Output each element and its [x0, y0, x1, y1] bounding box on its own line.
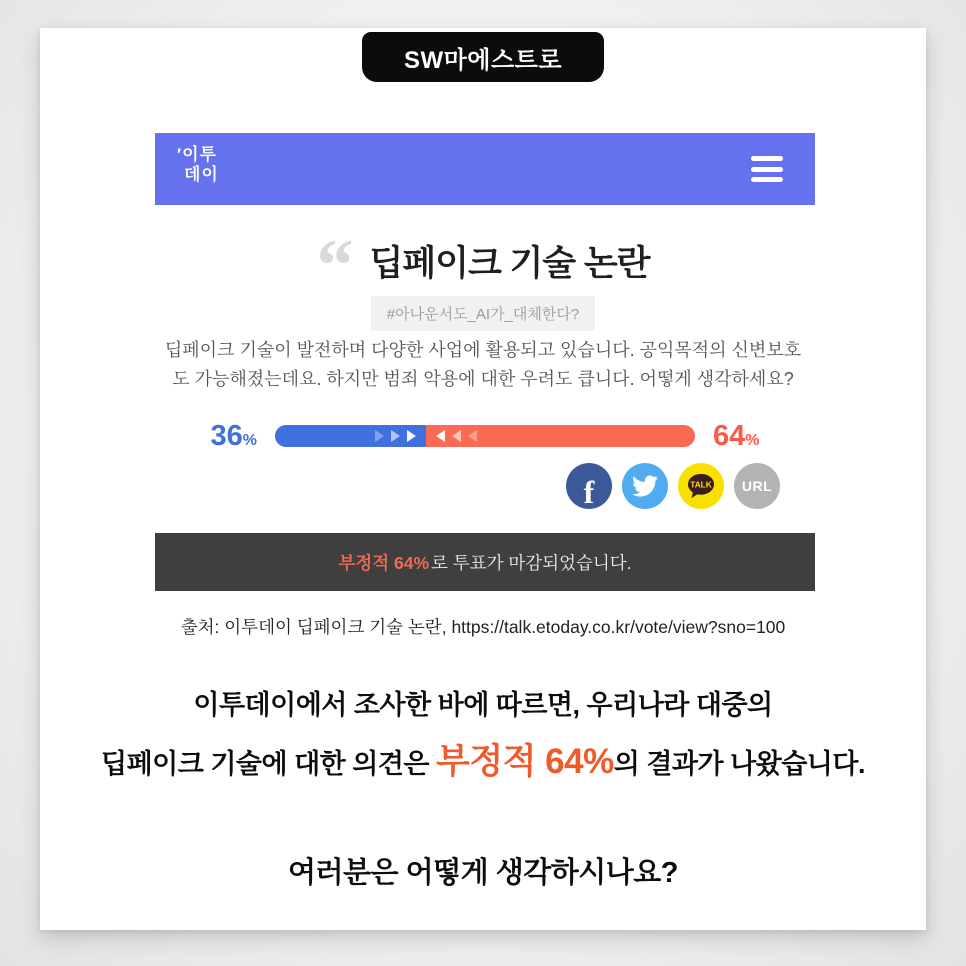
source-citation: 출처: 이투데이 딥페이크 기술 논란, https://talk.etoday.co.kr/vote/view?sno=100: [180, 617, 786, 637]
poll-title-row: [40, 225, 926, 307]
summary-line2: [40, 734, 926, 784]
etoday-logo-line2: 데이: [184, 165, 219, 184]
summary-line2-suffix: 의 결과가 나왔습니다.: [613, 749, 865, 779]
hamburger-bar: [751, 177, 783, 182]
share-buttons-row: [566, 463, 780, 509]
banner-rest: 로 투표가 마감되었습니다.: [431, 552, 632, 573]
vote-result-bar: [275, 425, 695, 447]
facebook-share-button[interactable]: [566, 463, 612, 509]
sw-maestro-badge-label: SW마에스트로: [403, 46, 563, 74]
twitter-share-button[interactable]: [622, 463, 668, 509]
poll-description-line2: 도 가능해졌는데요. 하지만 범죄 악용에 대한 우려도 큽니다. 어떻게 생각하세요?: [172, 369, 794, 389]
etoday-logo[interactable]: [177, 145, 219, 185]
twitter-bird-icon: [632, 473, 658, 499]
agree-percent-label: [211, 420, 258, 453]
hashtag-row: [40, 296, 926, 331]
vote-closed-banner: [155, 533, 815, 591]
sw-maestro-badge: [362, 32, 604, 82]
closing-question: 여러분은 어떻게 생각하시나요?: [287, 857, 678, 889]
hamburger-bar: [751, 167, 783, 172]
agree-percent-value: 36: [210, 419, 243, 452]
infographic-card: [40, 28, 926, 930]
summary-line1: 이투데이에서 조사한 바에 따르면, 우리나라 대중의: [193, 690, 773, 720]
poll-description: [40, 336, 926, 394]
disagree-percent-label: [713, 420, 760, 453]
quote-icon: “: [316, 225, 354, 307]
summary-line2-prefix: 딥페이크 기술에 대한 의견은: [101, 749, 437, 779]
poll-title: 딥페이크 기술 논란: [369, 244, 650, 283]
hamburger-menu-icon[interactable]: [751, 152, 783, 186]
site-header: [155, 133, 815, 205]
hamburger-bar: [751, 156, 783, 161]
disagree-percent-sign: %: [745, 431, 760, 449]
agree-chevrons-icon: [375, 425, 416, 447]
etoday-logo-line1: ′이투: [177, 145, 217, 164]
svg-text:TALK: TALK: [690, 480, 712, 490]
disagree-percent-value: 64: [713, 419, 746, 452]
kakaotalk-share-button[interactable]: [678, 463, 724, 509]
banner-highlight: 부정적 64%: [338, 552, 430, 573]
poll-description-line1: 딥페이크 기술이 발전하며 다양한 사업에 활용되고 있습니다. 공익목적의 신변보호: [164, 340, 802, 360]
vote-bar-agree-segment: [275, 425, 426, 447]
summary-highlight: 부정적 64%: [436, 742, 614, 781]
url-icon: URL: [741, 478, 773, 494]
facebook-icon: f: [583, 473, 595, 509]
disagree-chevrons-icon: [436, 425, 477, 447]
vote-bar-disagree-segment: [426, 425, 695, 447]
poll-result-bar-row: [155, 418, 815, 454]
url-copy-button[interactable]: [734, 463, 780, 509]
kakaotalk-icon: [681, 466, 721, 506]
agree-percent-sign: %: [242, 431, 257, 449]
hashtag-chip: #아나운서도_AI가_대체한다?: [371, 296, 595, 331]
